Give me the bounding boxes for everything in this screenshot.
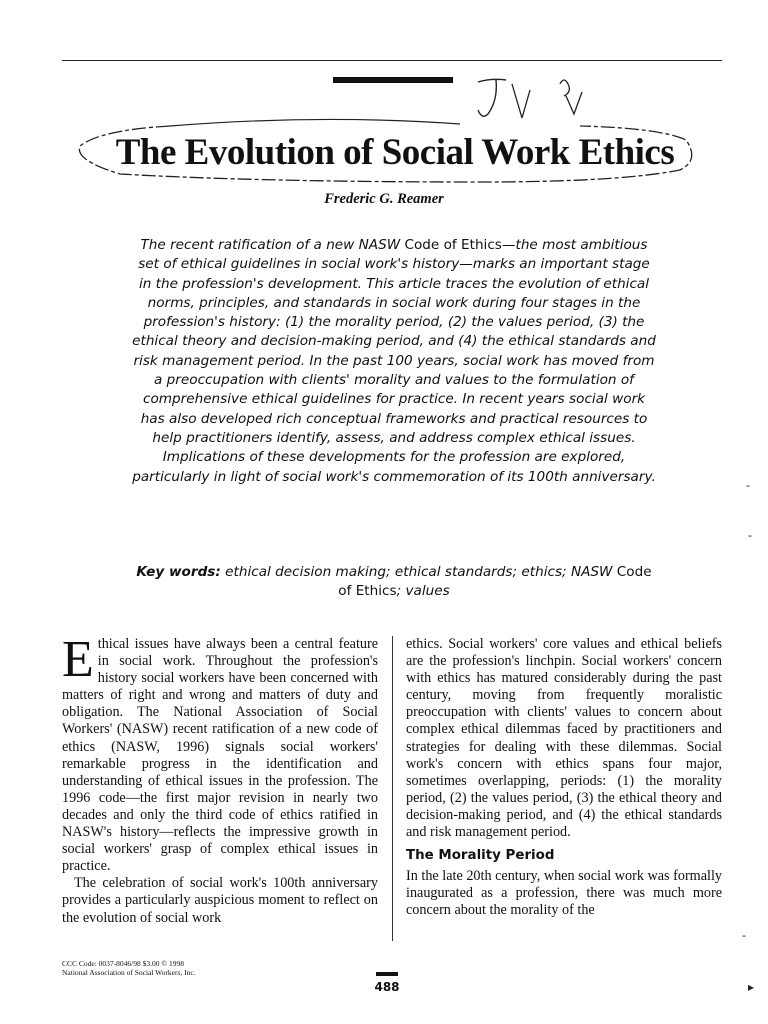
margin-tick-mark: - [742, 928, 746, 942]
title-bar [333, 77, 453, 83]
body-column-right [406, 636, 722, 920]
ccc-code: CCC Code: 0037-8046/98 $3.00 © 1998 [62, 959, 184, 968]
keywords-part1: ethical decision making; ethical standards; ethics; [220, 564, 571, 580]
abstract-code-of-ethics: Code of Ethics [400, 237, 502, 253]
publisher-line: National Association of Social Workers, Inc. [62, 968, 196, 977]
right-paragraph-2: In the late 20th century, when social work was formally inaugurated as a profession, there was much more concern about the morality of the [406, 868, 722, 919]
keywords-label: Key words: [136, 564, 221, 580]
body-paragraph [62, 631, 378, 875]
keywords-nasw: NASW [570, 564, 613, 580]
abstract-body: —the most ambitious set of ethical guidelines in social work's history—marks an important stage in the profession's development. This article traces the evolution of ethical norms, principles, and standards in social work during four stages in the profession's history: (1) the morality period, (2) the values period, (3) the ethical theory and decision-making period, and (4) the ethical standards and risk management period. In the past 100 years, social work has moved from a preoccupation with clients' morality and values to the formulation of comprehensive ethical guidelines for practice. In recent years social work has also developed rich conceptual frameworks and practical resources to help practitioners identify, assess, and address complex ethical issues. Implications of these developments for the profession are explored, particularly in light of social work's commemoration of its 100th anniversary. [132, 237, 656, 485]
drop-cap: E [62, 631, 94, 688]
left-paragraph-2: The celebration of social work's 100th anniversary provides a particularly auspicious moment to reflect on the evolution of social work [62, 875, 378, 926]
top-rule [62, 60, 722, 61]
section-heading: The Morality Period [406, 848, 555, 864]
abstract-nasw: NASW [358, 237, 401, 253]
body-column-left [62, 631, 378, 927]
keywords-part2: ; values [396, 583, 450, 600]
abstract-intro: The recent ratification of a new [140, 237, 359, 253]
keywords-code-of-ethics: Code of Ethics [338, 564, 652, 600]
keywords [130, 563, 658, 602]
right-paragraph-1: ethics. Social workers' core values and ethical beliefs are the profession's linchpin. Social workers' concern with ethics has matured considerably during the past century, moving from frequently moralistic preoccupation with clients' values to concern about complex ethical dilemmas faced by practitioners and strategies for dealing with these dilemmas. Social work's concern with ethics spans four major, sometimes overlapping, periods: (1) the morality period, (2) the values period, (3) the ethical theory and decision-making period, and (4) the ethical standards and risk management period. [406, 636, 722, 841]
page-number-bar [376, 972, 398, 976]
margin-tick-mark: ▸ [748, 980, 755, 994]
margin-tick-mark: - [748, 528, 752, 542]
copyright-footer [62, 959, 196, 977]
article-title: The Evolution of Social Work Ethics [115, 132, 675, 173]
abstract [130, 236, 658, 487]
margin-tick-mark: - [746, 478, 750, 492]
left-paragraph-1: thical issues have always been a central feature in social work. Throughout the profession's history social workers have been concerned with matters of right and wrong and matters of duty and obligation. The National Association of Social Workers' (NASW) recent ratification of a new code of ethics (NASW, 1996) signals social workers' remarkable progress in the identification and understanding of ethical issues in the profession. The 1996 code—the first major revision in nearly two decades and only the third code of ethics ratified in NASW's history—reflects the impressive growth in social workers' grasp of complex ethical issues in practice. [62, 636, 378, 875]
author-name: Frederic G. Reamer [324, 191, 444, 207]
page-number: 488 [374, 980, 400, 994]
column-divider [392, 636, 393, 941]
